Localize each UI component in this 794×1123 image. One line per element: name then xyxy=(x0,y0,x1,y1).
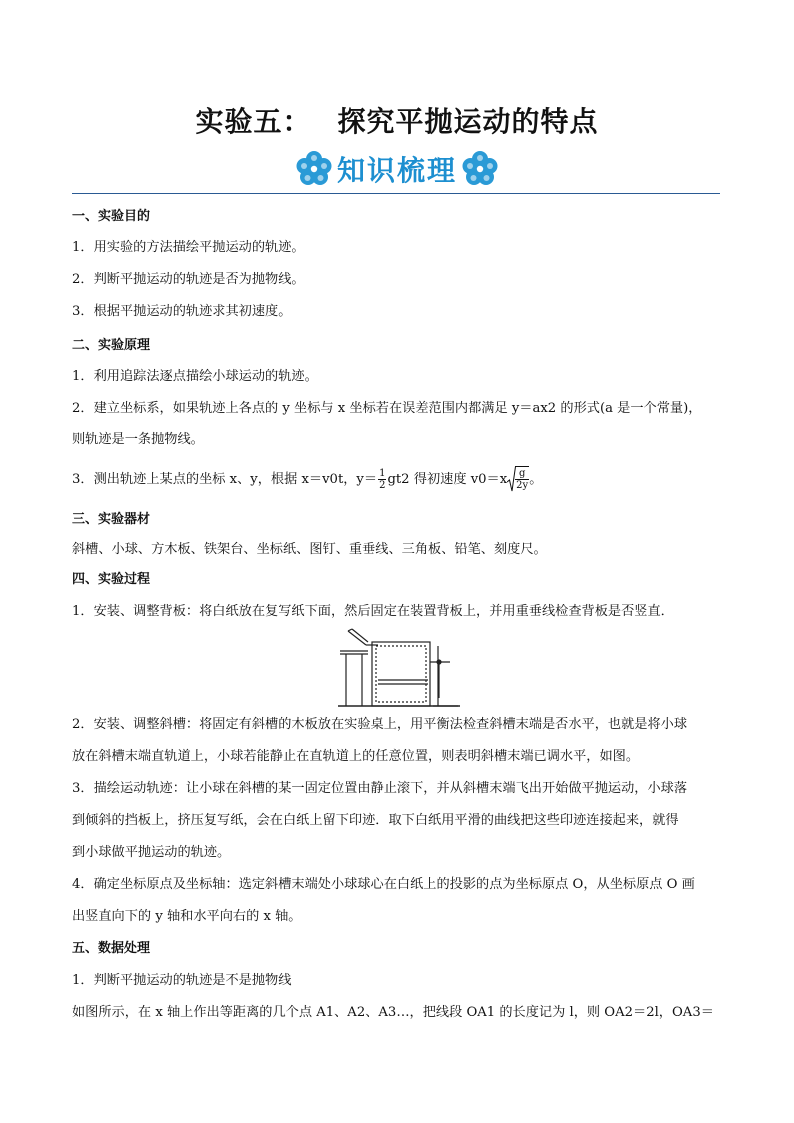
fraction-denominator: 2 xyxy=(379,480,386,491)
list-item: 则轨迹是一条抛物线。 xyxy=(72,432,204,447)
formula-text: 3．测出轨迹上某点的坐标 x、y，根据 x＝v0t，y＝ xyxy=(72,472,378,487)
paragraph: 1．安装、调整背板：将白纸放在复写纸下面，然后固定在装置背板上，并用重垂线检查背板是否竖直． xyxy=(72,604,674,619)
paragraph: 4．确定坐标原点及坐标轴：选定斜槽末端处小球球心在白纸上的投影的点为坐标原点 O，从坐标原点 O 画 xyxy=(72,877,695,892)
list-item: 3．根据平抛运动的轨迹求其初速度。 xyxy=(72,304,292,319)
title-part2: 探究平抛运动的特点 xyxy=(337,105,599,138)
heading-purpose: 一、实验目的 xyxy=(72,209,151,224)
paragraph: 到倾斜的挡板上，挤压复写纸，会在白纸上留下印迹．取下白纸用平滑的曲线把这些印迹连接起来，就得 xyxy=(72,813,679,828)
fraction-half xyxy=(378,468,386,491)
paragraph: 出竖直向下的 y 轴和水平向右的 x 轴。 xyxy=(72,909,302,924)
paragraph: 3．描绘运动轨迹：让小球在斜槽的某一固定位置由静止滚下，并从斜槽末端飞出开始做平抛运动，小球落 xyxy=(72,781,688,796)
heading-data-processing: 五、数据处理 xyxy=(72,941,151,956)
formula-text: gt2 得初速度 v0＝x xyxy=(387,472,508,487)
paragraph: 放在斜槽末端直轨道上，小球若能静止在直轨道上的任意位置，则表明斜槽末端已调水平，如图。 xyxy=(72,749,640,764)
list-item: 1．利用追踪法逐点描绘小球运动的轨迹。 xyxy=(72,369,318,384)
section-banner xyxy=(0,146,794,192)
flower-icon xyxy=(459,148,501,190)
formula-end: 。 xyxy=(529,472,543,487)
equipment-list: 斜槽、小球、方木板、铁架台、坐标纸、图钉、重垂线、三角板、铅笔、刻度尺。 xyxy=(72,542,547,557)
banner-title: 知识梳理 xyxy=(336,154,457,187)
list-item: 2．建立坐标系，如果轨迹上各点的 y 坐标与 x 坐标若在误差范围内都满足 y＝ax2 的形式(a 是一个常量)， xyxy=(72,401,702,416)
sqrt-numerator: g xyxy=(515,468,529,480)
paragraph: 如图所示，在 x 轴上作出等距离的几个点 A1、A2、A3…，把线段 OA1 的长度记为 l，则 OA2＝2l，OA3＝ xyxy=(72,1005,714,1020)
apparatus-diagram xyxy=(338,628,460,708)
list-item: 1．用实验的方法描绘平抛运动的轨迹。 xyxy=(72,240,305,255)
divider xyxy=(72,193,720,194)
flower-icon xyxy=(293,148,335,190)
heading-procedure: 四、实验过程 xyxy=(72,572,151,587)
sqrt-expression xyxy=(507,466,529,493)
paragraph: 1．判断平抛运动的轨迹是不是抛物线 xyxy=(72,973,292,988)
paragraph: 到小球做平抛运动的轨迹。 xyxy=(72,845,231,860)
page-title xyxy=(0,100,794,140)
heading-equipment: 三、实验器材 xyxy=(72,512,151,527)
list-item: 2．判断平抛运动的轨迹是否为抛物线。 xyxy=(72,272,305,287)
sqrt-denominator: 2y xyxy=(516,480,529,491)
title-part1: 实验五： xyxy=(195,105,312,138)
paragraph: 2．安装、调整斜槽：将固定有斜槽的木板放在实验桌上，用平衡法检查斜槽末端是否水平，也就是将小球 xyxy=(72,717,688,732)
fraction-numerator: 1 xyxy=(379,468,386,479)
heading-principle: 二、实验原理 xyxy=(72,338,151,353)
formula-line xyxy=(72,466,732,493)
